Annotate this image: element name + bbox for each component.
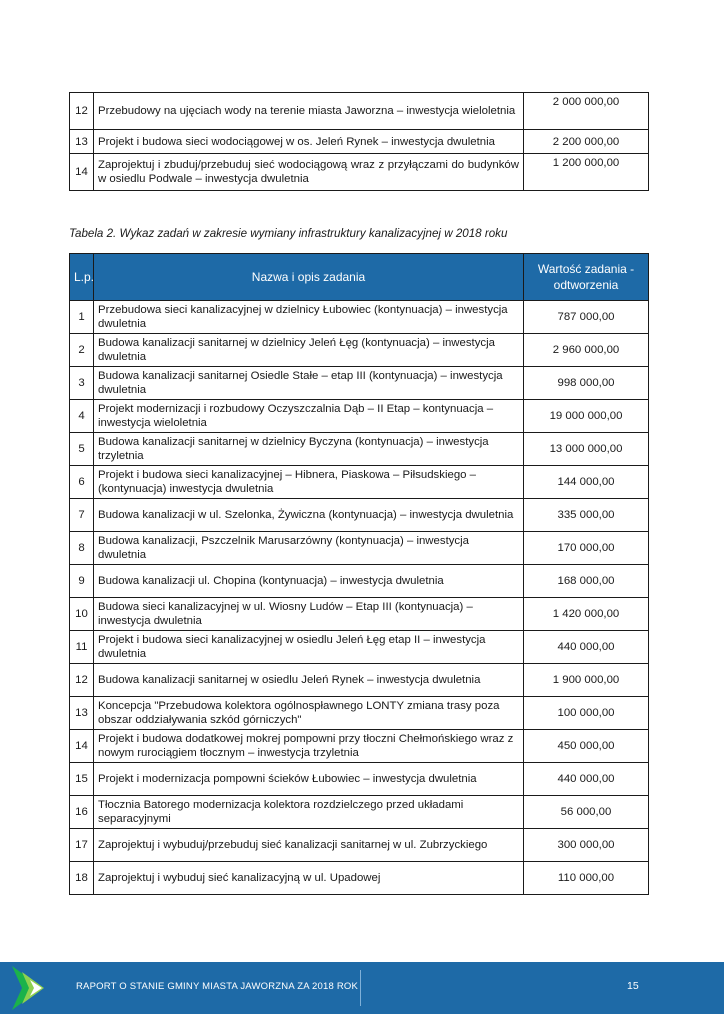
row-number: 12 <box>70 664 94 697</box>
task-name: Budowa kanalizacji sanitarnej w dzielnicy Byczyna (kontynuacja) – inwestycja trzyletnia <box>94 433 524 466</box>
table-row <box>70 598 649 631</box>
row-number: 8 <box>70 532 94 565</box>
task-value: 1 420 000,00 <box>524 598 649 631</box>
task-name: Budowa kanalizacji ul. Chopina (kontynuacja) – inwestycja dwuletnia <box>94 565 524 598</box>
task-name: Projekt i modernizacja pompowni ścieków Łubowiec – inwestycja dwuletnia <box>94 763 524 796</box>
task-name: Projekt i budowa sieci kanalizacyjnej – Hibnera, Piaskowa – Piłsudskiego – (kontynuacja) inwestycja dwuletnia <box>94 466 524 499</box>
row-number: 14 <box>70 730 94 763</box>
sewer-tasks-table <box>69 253 649 895</box>
task-name: Budowa kanalizacji, Pszczelnik Marusarzówny (kontynuacja) – inwestycja dwuletnia <box>94 532 524 565</box>
task-value: 787 000,00 <box>524 301 649 334</box>
table-row <box>70 697 649 730</box>
row-number: 13 <box>70 130 94 154</box>
table-row <box>70 862 649 895</box>
table-row <box>70 730 649 763</box>
table-row <box>70 301 649 334</box>
task-name: Zaprojektuj i wybuduj/przebuduj sieć kanalizacji sanitarnej w ul. Zubrzyckiego <box>94 829 524 862</box>
task-value: 1 900 000,00 <box>524 664 649 697</box>
task-value: 100 000,00 <box>524 697 649 730</box>
table-row <box>70 664 649 697</box>
row-number: 5 <box>70 433 94 466</box>
task-value: 2 960 000,00 <box>524 334 649 367</box>
row-number: 13 <box>70 697 94 730</box>
report-title: RAPORT O STANIE GMINY MIASTA JAWORZNA ZA 2018 ROK <box>76 981 359 992</box>
task-value: 2 200 000,00 <box>524 130 649 154</box>
row-number: 11 <box>70 631 94 664</box>
task-name: Projekt i budowa sieci kanalizacyjnej w osiedlu Jeleń Łęg etap II – inwestycja dwuletnia <box>94 631 524 664</box>
footer-divider <box>360 970 361 1006</box>
table-row <box>70 154 649 191</box>
task-value: 13 000 000,00 <box>524 433 649 466</box>
task-name: Zaprojektuj i wybuduj sieć kanalizacyjną w ul. Upadowej <box>94 862 524 895</box>
table-row <box>70 334 649 367</box>
table-row <box>70 400 649 433</box>
table-caption: Tabela 2. Wykaz zadań w zakresie wymiany infrastruktury kanalizacyjnej w 2018 roku <box>69 227 508 240</box>
table-body <box>70 301 649 895</box>
page-number: 15 <box>627 980 639 992</box>
task-value: 998 000,00 <box>524 367 649 400</box>
row-number: 1 <box>70 301 94 334</box>
task-name: Przebudowa sieci kanalizacyjnej w dzielnicy Łubowiec (kontynuacja) – inwestycja dwuletnia <box>94 301 524 334</box>
task-name: Budowa kanalizacji sanitarnej w osiedlu Jeleń Rynek – inwestycja dwuletnia <box>94 664 524 697</box>
task-value: 440 000,00 <box>524 763 649 796</box>
task-value: 440 000,00 <box>524 631 649 664</box>
task-name: Zaprojektuj i zbuduj/przebuduj sieć wodociągową wraz z przyłączami do budynków w osiedlu Podwale – inwestycja dwuletnia <box>94 154 524 191</box>
row-number: 4 <box>70 400 94 433</box>
task-name: Budowa kanalizacji w ul. Szelonka, Żywiczna (kontynuacja) – inwestycja dwuletnia <box>94 499 524 532</box>
table-row <box>70 93 649 130</box>
table-row <box>70 565 649 598</box>
task-name: Koncepcja "Przebudowa kolektora ogólnospławnego LONTY zmiana trasy poza obszar oddziaływania szkód górniczych" <box>94 697 524 730</box>
table-row <box>70 796 649 829</box>
table-row <box>70 466 649 499</box>
table-row <box>70 433 649 466</box>
row-number: 16 <box>70 796 94 829</box>
row-number: 10 <box>70 598 94 631</box>
table-row <box>70 763 649 796</box>
task-value: 170 000,00 <box>524 532 649 565</box>
table-header-row <box>70 254 649 301</box>
header-lp: L.p. <box>70 254 94 301</box>
task-name: Budowa kanalizacji sanitarnej Osiedle Stałe – etap III (kontynuacja) – inwestycja dwuletnia <box>94 367 524 400</box>
header-name: Nazwa i opis zadania <box>94 254 524 301</box>
row-number: 6 <box>70 466 94 499</box>
table-row <box>70 130 649 154</box>
task-value: 335 000,00 <box>524 499 649 532</box>
table-row <box>70 631 649 664</box>
row-number: 18 <box>70 862 94 895</box>
task-name: Budowa sieci kanalizacyjnej w ul. Wiosny Ludów – Etap III (kontynuacja) – inwestycja dwuletnia <box>94 598 524 631</box>
task-value: 19 000 000,00 <box>524 400 649 433</box>
task-value: 1 200 000,00 <box>524 154 649 191</box>
row-number: 7 <box>70 499 94 532</box>
row-number: 15 <box>70 763 94 796</box>
table-row <box>70 499 649 532</box>
row-number: 3 <box>70 367 94 400</box>
header-value: Wartość zadania - odtworzenia <box>524 254 649 301</box>
page-footer <box>0 962 724 1014</box>
row-number: 17 <box>70 829 94 862</box>
task-name: Projekt i budowa dodatkowej mokrej pompowni przy tłoczni Chełmońskiego wraz z nowym rurociągiem tłocznym – inwestycja trzyletnia <box>94 730 524 763</box>
task-name: Przebudowy na ujęciach wody na terenie miasta Jaworzna – inwestycja wieloletnia <box>94 93 524 130</box>
task-value: 300 000,00 <box>524 829 649 862</box>
task-value: 168 000,00 <box>524 565 649 598</box>
row-number: 9 <box>70 565 94 598</box>
task-value: 110 000,00 <box>524 862 649 895</box>
table-row <box>70 532 649 565</box>
table-row <box>70 829 649 862</box>
task-value: 2 000 000,00 <box>524 93 649 130</box>
task-name: Tłocznia Batorego modernizacja kolektora rozdzielczego przed układami separacyjnymi <box>94 796 524 829</box>
table-row <box>70 367 649 400</box>
task-name: Projekt i budowa sieci wodociągowej w os. Jeleń Rynek – inwestycja dwuletnia <box>94 130 524 154</box>
task-name: Projekt modernizacji i rozbudowy Oczyszczalnia Dąb – II Etap – kontynuacja – inwestycja wieloletnia <box>94 400 524 433</box>
task-value: 450 000,00 <box>524 730 649 763</box>
task-name: Budowa kanalizacji sanitarnej w dzielnicy Jeleń Łęg (kontynuacja) – inwestycja dwuletnia <box>94 334 524 367</box>
task-value: 56 000,00 <box>524 796 649 829</box>
row-number: 12 <box>70 93 94 130</box>
row-number: 14 <box>70 154 94 191</box>
task-value: 144 000,00 <box>524 466 649 499</box>
row-number: 2 <box>70 334 94 367</box>
chevron-arrow-logo-icon <box>0 962 60 1014</box>
water-supply-tasks-table-continued <box>69 92 649 191</box>
